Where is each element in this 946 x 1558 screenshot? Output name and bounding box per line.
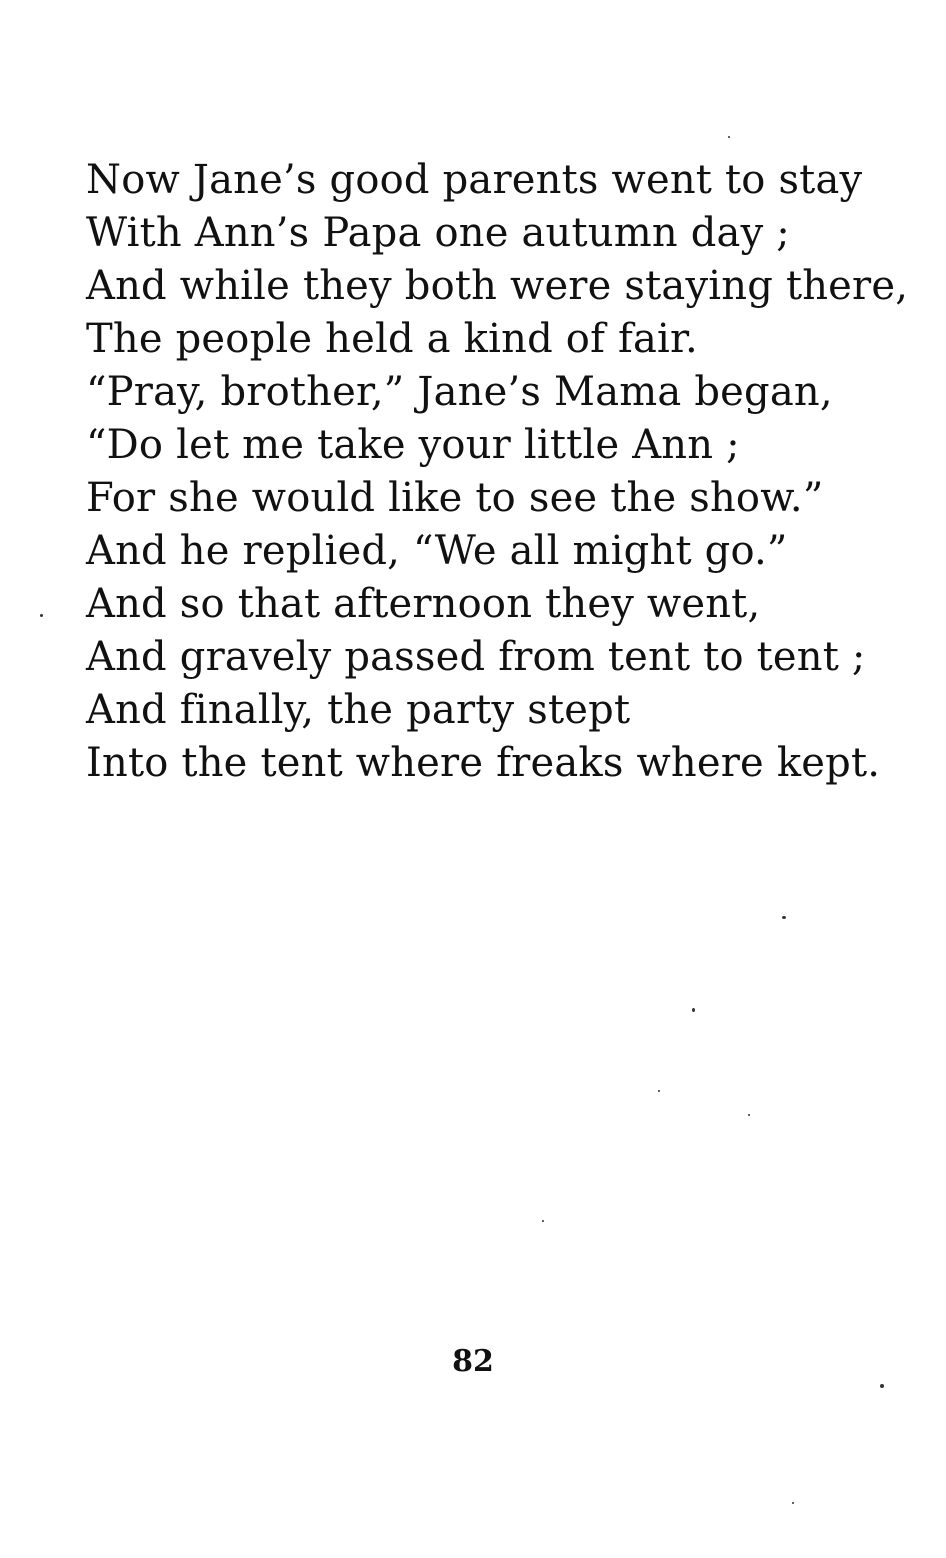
scan-speck xyxy=(692,1008,695,1012)
poem-line: Into the tent where freaks where kept. xyxy=(86,740,881,786)
scan-speck xyxy=(542,1220,544,1222)
poem-line: The people held a kind of fair. xyxy=(86,316,698,362)
poem-line: And so that afternoon they went, xyxy=(86,581,761,627)
page-number: 82 xyxy=(452,1344,494,1379)
poem-line: And finally, the party stept xyxy=(86,687,631,733)
poem-line: And gravely passed from tent to tent ; xyxy=(86,634,866,680)
poem-line: Now Jane’s good parents went to stay xyxy=(86,157,863,203)
scan-speck xyxy=(40,614,43,617)
poem-line: With Ann’s Papa one autumn day ; xyxy=(86,210,790,256)
poem-line: “Pray, brother,” Jane’s Mama began, xyxy=(86,369,833,415)
poem-line: “Do let me take your little Ann ; xyxy=(86,422,740,468)
scan-speck xyxy=(880,1384,884,1388)
poem-line: For she would like to see the show.” xyxy=(86,475,824,521)
poem-line: And he replied, “We all might go.” xyxy=(86,528,788,574)
scan-speck xyxy=(728,136,730,138)
scan-speck xyxy=(792,1502,794,1504)
scan-speck xyxy=(782,916,786,919)
scan-speck xyxy=(658,1090,660,1092)
poem-line: And while they both were staying there, xyxy=(86,263,909,309)
scan-speck xyxy=(748,1114,750,1116)
poem-stanza xyxy=(86,154,926,790)
